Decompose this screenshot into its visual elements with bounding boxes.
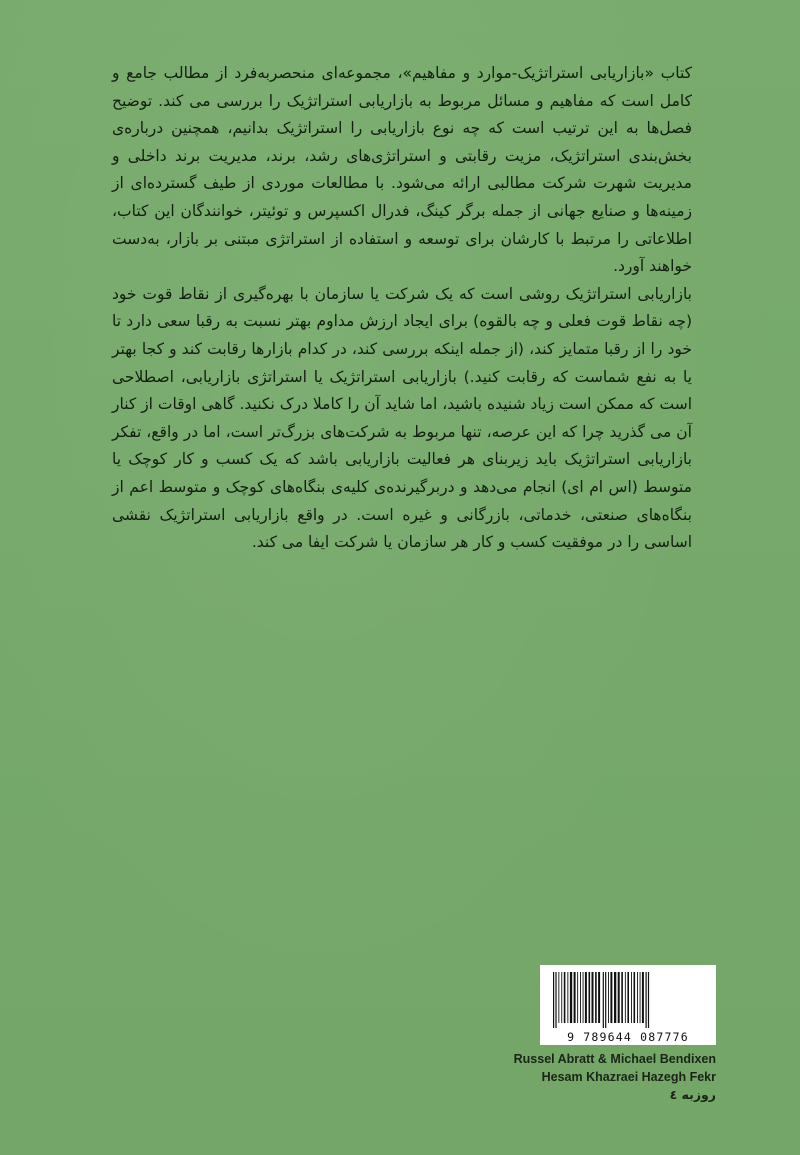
barcode-bar: [610, 972, 612, 1023]
barcode-bar: [567, 972, 568, 1023]
blurb-paragraph-2: بازاریابی استراتژیک روشی است که یک شرکت یا سازمان با بهره‌گیری از نقاط قوت خود (چه نقاط قوت فعلی و چه بالقوه) برای ایجاد ارزش مداوم بهتر نسبت به رقبا سعی دارد تا خود را از رقبا متمایز کند، (از جمله اینکه بررسی کند، در کدام بازارها رقابت کند و کجا بهتر یا به نفع شماست که رقابت کنید.) بازاریابی استراتژیک یا استراتژی بازاریابی، اصطلاحی است که ممکن است زیاد شنیده باشید، اما شاید آن را کاملا درک نکنید. گاهی اوقات از کنار آن می گذرید چرا که این عرصه، تنها مربوط به شرکت‌های بزرگ‌تر است، اما در واقع، تفکر بازاریابی استراتژیک باید زیربنای هر فعالیت بازاریابی باشد که یک کسب و کار کوچک یا متوسط (اس ام ای) انجام می‌دهد و دربرگیرنده‌ی کلیه‌ی بنگاه‌های کوچک و متوسط اعم از بنگاه‌های صنعتی، خدماتی، بازرگانی و غیره است. در واقع بازاریابی استراتژیک نقشی اساسی را در موفقیت کسب و کار هر سازمان یا شرکت ایفا می کند.: [112, 284, 692, 552]
barcode-bar: [555, 972, 556, 1028]
barcode-bar: [603, 972, 604, 1028]
barcode-bar: [577, 972, 578, 1023]
publisher-logo-text: روزبه ٤: [669, 1087, 716, 1102]
author-names: Russel Abratt & Michael Bendixen: [513, 1052, 716, 1066]
barcode-bar: [618, 972, 620, 1023]
barcode-bar: [553, 972, 554, 1028]
back-cover-blurb: [112, 60, 692, 557]
barcode-bar: [580, 972, 581, 1023]
barcode-bar: [614, 972, 616, 1023]
barcode-bar: [589, 972, 591, 1023]
barcode-bar: [585, 972, 587, 1023]
isbn-number: 9 789644 087776: [567, 1030, 689, 1044]
barcode-bar: [605, 972, 606, 1028]
isbn-barcode: [540, 965, 716, 1045]
barcode-bar: [583, 972, 584, 1023]
barcode-bar: [574, 972, 576, 1023]
barcode-bar: [570, 972, 572, 1023]
barcode-bar: [640, 972, 641, 1023]
blurb-paragraph-1: کتاب «بازاریابی استراتژیک-موارد و مفاهیم»، مجموعه‌ای منحصربه‌فرد از مطالب جامع و کامل است که مفاهیم و مسائل مربوط به بازاریابی استراتژیک را بررسی می کند. توضیح فصل‌ها به این ترتیب است که چه نوع بازاریابی را استراتژیک بدانیم، همچنین درباره‌ی بخش‌بندی استراتژیک، مزیت رقابتی و استراتژی‌های رشد، برند، مدیریت برند داخلی و مدیریت شهرت شرکت مطالبی ارائه می‌شود. با مطالعات موردی از طیف گسترده‌ای از زمینه‌ها و صنایع جهانی از جمله برگر کینگ، فدرال اکسپرس و توئیتر، خوانندگان این کتاب، اطلاعاتی را مرتبط با کارشان برای توسعه و استفاده از استراتژی مبتنی بر بازار، به‌دست خواهند آورد.: [112, 64, 692, 276]
barcode-bar: [621, 972, 623, 1023]
translator-name: Hesam Khazraei Hazegh Fekr: [541, 1070, 716, 1084]
barcode-bar: [637, 972, 638, 1023]
barcode-bar: [608, 972, 609, 1023]
barcode-bar: [598, 972, 600, 1023]
barcode-bar: [627, 972, 629, 1023]
barcode-bar: [646, 972, 647, 1028]
barcode-bar: [561, 972, 562, 1023]
barcode-bar: [625, 972, 626, 1023]
barcode-bar: [648, 972, 649, 1028]
barcode-bar: [564, 972, 566, 1023]
barcode-bar: [595, 972, 597, 1023]
barcode-bars: [549, 972, 707, 1028]
barcode-bar: [558, 972, 559, 1023]
barcode-bar: [631, 972, 632, 1023]
barcode-bar: [592, 972, 594, 1023]
barcode-bar: [634, 972, 636, 1023]
credits: [514, 1050, 716, 1104]
barcode-bar: [642, 972, 644, 1023]
